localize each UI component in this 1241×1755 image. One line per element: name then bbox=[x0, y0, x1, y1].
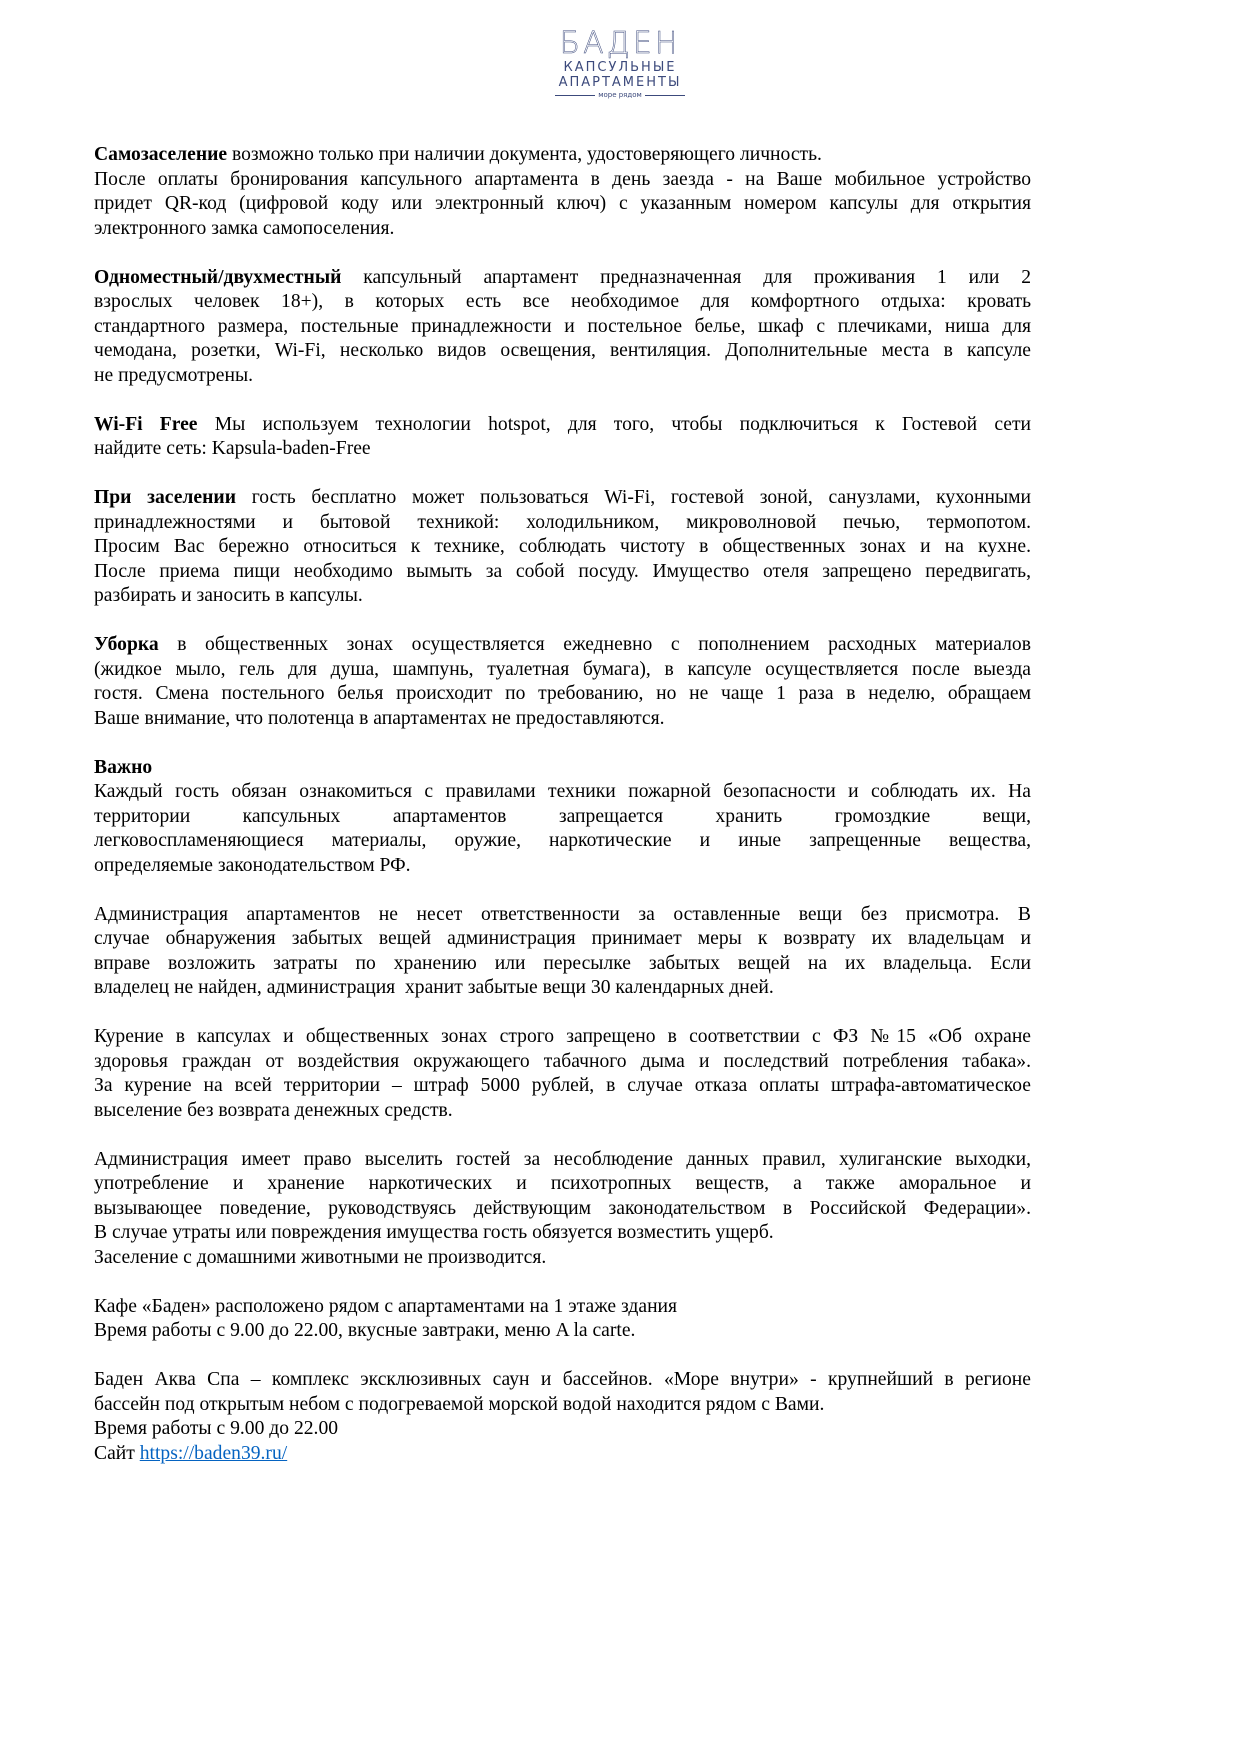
text-line bbox=[94, 1368, 1031, 1393]
text: бассейн под открытым небом с подогреваемой морской водой находится рядом с Вами. bbox=[94, 1393, 825, 1415]
text: употребление и хранение наркотических и психотропных веществ, а также аморальное и bbox=[94, 1173, 1031, 1194]
text-line bbox=[94, 903, 1031, 928]
text-line bbox=[94, 192, 1031, 217]
baden-logo bbox=[555, 28, 685, 100]
text: в общественных зонах осуществляется ежедневно с пополнением расходных материалов bbox=[158, 634, 1031, 655]
text: принадлежностями и бытовой техникой: холодильником, микроволновой печью, термопотом. bbox=[94, 511, 1031, 533]
paragraph bbox=[94, 266, 1031, 389]
text: За курение на всей территории – штраф 5000 рублей, в случае отказа оплаты штрафа-автоматическое bbox=[94, 1075, 1031, 1096]
text-line bbox=[94, 486, 1031, 511]
text: возможно только при наличии документа, удостоверяющего личность. bbox=[227, 144, 822, 165]
text-line bbox=[94, 266, 1031, 291]
text: (жидкое мыло, гель для душа, шампунь, туалетная бумага), в капсуле осуществляется после выезда bbox=[94, 658, 1031, 680]
logo-tagline: море рядом bbox=[555, 90, 685, 100]
text: стандартного размера, постельные принадлежности и постельное белье, шкаф с плечиками, ниша для bbox=[94, 315, 1031, 337]
text-line bbox=[94, 658, 1031, 683]
text-line bbox=[94, 143, 1031, 168]
text: придет QR-код (цифровой коду или электронный ключ) с указанным номером капсулы для открытия bbox=[94, 193, 1031, 214]
text: Время работы с 9.00 до 22.00, вкусные завтраки, меню A la carte. bbox=[94, 1320, 636, 1341]
text-line bbox=[94, 315, 1031, 340]
text: Мы используем технологии hotspot, для того, чтобы подключиться к Гостевой сети bbox=[197, 413, 1031, 435]
text-line bbox=[94, 437, 1031, 462]
text-line bbox=[94, 413, 1031, 438]
text: разбирать и заносить в капсулы. bbox=[94, 585, 363, 606]
text-line bbox=[94, 1197, 1031, 1222]
text-line bbox=[94, 1074, 1031, 1099]
text: чемодана, розетки, Wi-Fi, несколько видов освещения, вентиляция. Дополнительные места в капсуле bbox=[94, 340, 1031, 361]
text: случае обнаружения забытых вещей администрация принимает меры к возврату их владельцам и bbox=[94, 928, 1031, 949]
text: здоровья граждан от воздействия окружающего табачного дыма и последствий потребления табака». bbox=[94, 1050, 1031, 1072]
text-line bbox=[94, 1442, 1031, 1467]
text-line bbox=[94, 1148, 1031, 1173]
text-line bbox=[94, 584, 1031, 609]
bold-heading: Уборка bbox=[94, 634, 159, 655]
text-line bbox=[94, 1050, 1031, 1075]
paragraph bbox=[94, 756, 1031, 879]
text: вызывающее поведение, руководствуясь действующим законодательством в Российской Федерации». bbox=[94, 1197, 1031, 1219]
text-line bbox=[94, 1417, 1031, 1442]
text-line bbox=[94, 339, 1031, 364]
text: вправе возложить затраты по хранению или пересылке забытых вещей на их владельца. Если bbox=[94, 952, 1031, 974]
text: гость бесплатно может пользоваться Wi-Fi, гостевой зоной, санузлами, кухонными bbox=[236, 487, 1032, 508]
text-line bbox=[94, 707, 1031, 732]
text-line bbox=[94, 1172, 1031, 1197]
text-line bbox=[94, 1393, 1031, 1418]
bold-heading: Важно bbox=[94, 756, 153, 778]
text-line bbox=[94, 217, 1031, 242]
text-line bbox=[94, 805, 1031, 830]
bold-heading: Одноместный/двухместный bbox=[94, 266, 342, 288]
paragraph bbox=[94, 903, 1031, 1001]
paragraph bbox=[94, 1295, 1031, 1344]
bold-heading: Wi-Fi Free bbox=[94, 413, 198, 435]
text: взрослых человек 18+), в которых есть все необходимое для комфортного отдыха: кровать bbox=[94, 291, 1031, 312]
text-line bbox=[94, 756, 1031, 781]
text: капсульный апартамент предназначенная для проживания 1 или 2 bbox=[341, 266, 1031, 288]
text-line bbox=[94, 1025, 1031, 1050]
paragraph bbox=[94, 1148, 1031, 1271]
text-line bbox=[94, 1221, 1031, 1246]
text: найдите сеть: Kapsula-baden-Free bbox=[94, 438, 371, 459]
text: Баден Аква Спа – комплекс эксклюзивных саун и бассейнов. «Море внутри» - крупнейший в регионе bbox=[94, 1369, 1031, 1390]
bold-heading: При заселении bbox=[94, 487, 236, 508]
text: Каждый гость обязан ознакомиться с правилами техники пожарной безопасности и соблюдать их. На bbox=[94, 781, 1031, 802]
text: территории капсульных апартаментов запрещается хранить громоздкие вещи, bbox=[94, 805, 1031, 827]
text: Курение в капсулах и общественных зонах строго запрещено в соответствии с ФЗ №15 «Об охране bbox=[94, 1026, 1031, 1047]
text: гостя. Смена постельного белья происходит по требованию, но не чаще 1 раза в неделю, обращаем bbox=[94, 683, 1031, 704]
text: После приема пищи необходимо вымыть за собой посуду. Имущество отеля запрещено передвигать, bbox=[94, 560, 1031, 582]
text-line bbox=[94, 682, 1031, 707]
text-line bbox=[94, 633, 1031, 658]
website-link[interactable]: https://baden39.ru/ bbox=[139, 1442, 288, 1464]
text-line bbox=[94, 1099, 1031, 1124]
text: Время работы с 9.00 до 22.00 bbox=[94, 1418, 339, 1439]
paragraph bbox=[94, 1025, 1031, 1123]
text-line bbox=[94, 168, 1031, 193]
text: Сайт bbox=[94, 1442, 140, 1464]
text: электронного замка самопоселения. bbox=[94, 217, 395, 239]
text-line bbox=[94, 1319, 1031, 1344]
text-line bbox=[94, 535, 1031, 560]
text: Ваше внимание, что полотенца в апартаментах не предоставляются. bbox=[94, 707, 665, 729]
text: определяемые законодательством РФ. bbox=[94, 854, 411, 876]
text-line bbox=[94, 854, 1031, 879]
text: В случае утраты или повреждения имущества гость обязуется возместить ущерб. bbox=[94, 1222, 774, 1243]
text: Кафе «Баден» расположено рядом с апартаментами на 1 этаже здания bbox=[94, 1295, 678, 1317]
logo-brand: БАДЕН bbox=[559, 26, 681, 61]
text-line bbox=[94, 927, 1031, 952]
text-line bbox=[94, 511, 1031, 536]
text: Заселение с домашними животными не производится. bbox=[94, 1246, 547, 1268]
text-line bbox=[94, 976, 1031, 1001]
text: Просим Вас бережно относиться к технике, соблюдать чистоту в общественных зонах и на кухне. bbox=[94, 536, 1031, 557]
logo-line1: КАПСУЛЬНЫЕ bbox=[563, 60, 677, 75]
text: Администрация апартаментов не несет ответственности за оставленные вещи без присмотра. В bbox=[94, 903, 1031, 925]
paragraph bbox=[94, 1368, 1031, 1466]
paragraph bbox=[94, 143, 1031, 241]
text-line bbox=[94, 364, 1031, 389]
text-line bbox=[94, 1246, 1031, 1271]
paragraph bbox=[94, 486, 1031, 609]
text: После оплаты бронирования капсульного апартамента в день заезда - на Ваше мобильное устройство bbox=[94, 168, 1031, 190]
text: выселение без возврата денежных средств. bbox=[94, 1099, 453, 1121]
logo-line2: АПАРТАМЕНТЫ bbox=[558, 75, 682, 90]
text: Администрация имеет право выселить гостей за несоблюдение данных правил, хулиганские выходки, bbox=[94, 1148, 1031, 1170]
text-line bbox=[94, 560, 1031, 585]
text-line bbox=[94, 780, 1031, 805]
document-body bbox=[94, 143, 1031, 1491]
bold-heading: Самозаселение bbox=[94, 144, 228, 165]
text-line bbox=[94, 829, 1031, 854]
text-line bbox=[94, 1295, 1031, 1320]
text-line bbox=[94, 290, 1031, 315]
paragraph bbox=[94, 633, 1031, 731]
text: владелец не найден, администрация хранит забытые вещи 30 календарных дней. bbox=[94, 977, 774, 998]
paragraph bbox=[94, 413, 1031, 462]
text: не предусмотрены. bbox=[94, 364, 254, 386]
text-line bbox=[94, 952, 1031, 977]
text: легковоспламеняющиеся материалы, оружие, наркотические и иные запрещенные вещества, bbox=[94, 830, 1031, 851]
